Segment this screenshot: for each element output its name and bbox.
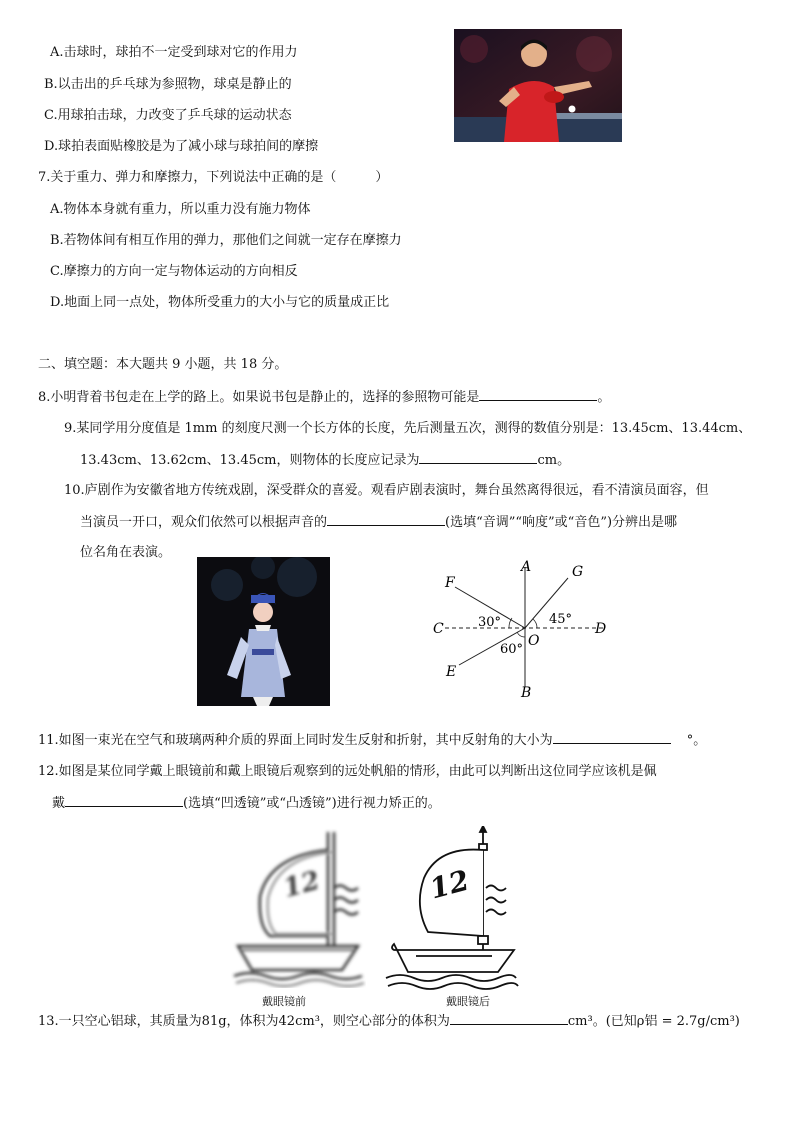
q8-text: 8.小明背着书包走在上学的路上。如果说书包是静止的，选择的参照物可能是 (38, 390, 480, 405)
q6-option-a: A.击球时，球拍不一定受到球对它的作用力 (50, 45, 298, 60)
q12-text: 戴 (52, 796, 66, 811)
q9-line1: 9.某同学用分度值是 1mm 的刻度尺测一个长方体的长度，先后测量五次，测得的数值分别是：13.45cm、13.44cm、 (64, 421, 752, 436)
q6-option-d: D.球拍表面贴橡胶是为了减小球与球拍间的摩擦 (44, 139, 319, 154)
q7-stem: 7.关于重力、弹力和摩擦力，下列说法中正确的是（ ） (38, 170, 389, 185)
label-e: E (446, 664, 457, 680)
label-f: F (445, 575, 455, 591)
caption-after-glasses: 戴眼镜后 (446, 995, 490, 1008)
light-refraction-diagram (425, 555, 625, 705)
q8 (38, 388, 610, 407)
label-c: C (433, 621, 444, 637)
q10-line1: 10.庐剧作为安徽省地方传统戏剧，深受群众的喜爱。观看庐剧表演时，舞台虽然离得很远，看不清演员面容，但 (64, 483, 709, 498)
label-a: A (521, 559, 532, 575)
q10-options: (选填“音调”“响度”或“音色”)分辨出是哪 (445, 515, 678, 530)
section-heading: 二、填空题：本大题共 9 小题，共 18 分。 (38, 357, 288, 372)
q12-options: (选填“凹透镜”或“凸透镜”)进行视力矫正的。 (183, 796, 441, 811)
q9-answer-blank[interactable] (419, 451, 537, 464)
q12-line2 (52, 794, 441, 813)
q10-answer-blank[interactable] (327, 513, 445, 526)
label-g: G (572, 564, 584, 580)
q13-unit: cm³。(已知ρ铝 = 2.7g/cm³) (567, 1014, 740, 1029)
label-o: O (528, 633, 540, 649)
angle-45: 45° (549, 612, 573, 627)
angle-30: 30° (478, 615, 502, 630)
q13-answer-blank[interactable] (450, 1012, 568, 1025)
q11-unit: °。 (686, 733, 707, 748)
q11-answer-blank[interactable] (553, 731, 671, 744)
q10-line2 (80, 513, 677, 532)
q13 (38, 1012, 740, 1031)
q12-line1: 12.如图是某位同学戴上眼镜前和戴上眼镜后观察到的远处帆船的情形，由此可以判断出这位同学应该机是佩 (38, 764, 657, 779)
sail-number-clear: 12 (426, 863, 473, 906)
q12-answer-blank[interactable] (65, 794, 183, 807)
q8-answer-blank[interactable] (479, 388, 597, 401)
table-tennis-photo (454, 29, 622, 142)
q9-line2 (80, 451, 570, 470)
q8-end: 。 (597, 390, 611, 405)
caption-before-glasses: 戴眼镜前 (262, 995, 306, 1008)
sailboat-before-glasses (230, 828, 366, 988)
q6-option-b: B.以击出的乒乓球为参照物，球桌是静止的 (44, 77, 292, 92)
sail-number-blurry: 12 (280, 865, 324, 905)
angle-60: 60° (500, 642, 524, 657)
q7-option-d: D.地面上同一点处，物体所受重力的大小与它的质量成正比 (50, 295, 390, 310)
q9-unit: cm。 (537, 453, 571, 468)
q6-option-c: C.用球拍击球，力改变了乒乓球的运动状态 (44, 108, 292, 123)
opera-performer-photo (197, 557, 330, 706)
q7-option-b: B.若物体间有相互作用的弹力，那他们之间就一定存在摩擦力 (50, 233, 402, 248)
label-b: B (521, 685, 532, 701)
q7-option-c: C.摩擦力的方向一定与物体运动的方向相反 (50, 264, 298, 279)
q13-text: 13.一只空心铝球，其质量为81g，体积为42cm³，则空心部分的体积为 (38, 1014, 450, 1029)
label-d: D (595, 621, 607, 637)
q10-text: 当演员一开口，观众们依然可以根据声音的 (80, 515, 328, 530)
q9-text: 13.43cm、13.62cm、13.45cm，则物体的长度应记录为 (80, 453, 420, 468)
sailboat-after-glasses (380, 826, 520, 990)
q11 (38, 731, 706, 750)
q11-text: 11.如图一束光在空气和玻璃两种介质的界面上同时发生反射和折射，其中反射角的大小为 (38, 733, 553, 748)
q7-option-a: A.物体本身就有重力，所以重力没有施力物体 (50, 202, 311, 217)
q10-line3: 位名角在表演。 (80, 545, 172, 560)
